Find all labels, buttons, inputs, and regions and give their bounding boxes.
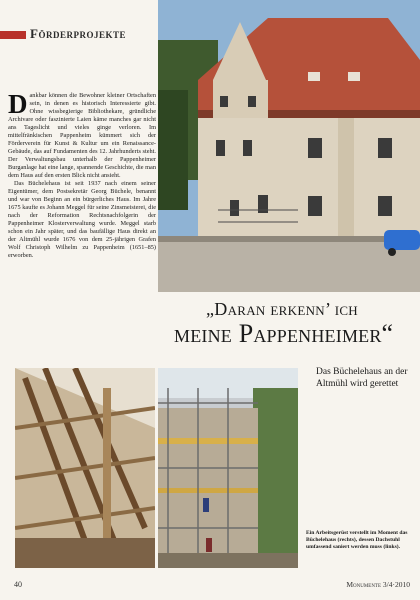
headline-line-1: „Daran erkenn’ ich <box>206 299 358 319</box>
article-body <box>8 89 156 260</box>
house-photo <box>158 0 420 292</box>
subheadline: Das Büchelehaus an der Altmühl wird gerettet <box>316 367 408 389</box>
magazine-folio: Monumente 3/4·2010 <box>346 580 410 589</box>
article-paragraph-1 <box>8 89 156 180</box>
drop-cap: D <box>8 89 28 119</box>
headline-line-2: meine Pappenheimer“ <box>174 319 394 348</box>
page-number: 40 <box>14 580 22 589</box>
scaffolding-photo <box>158 368 298 568</box>
article-paragraph-2: Das Büchelehaus ist seit 1937 nach einem seiner Eigentümer, dem Postsekretär Georg Büchele, benannt und war von Beginn an ein bürgerliches Haus. Im Jahre 1675 kaufte es Johann Meggel für seine Zinsmeisterei, die nach der Reformation Rechtsnachfolgerin der Pappenheimer Klosterverwaltung wurde. Meggel starb schon ein Jahr später, und das baufällige Haus direkt an der Altmühl wurde 1676 von dem 25-jährigen Grafen Wolf Christoph Wilhelm zu Pappenheim (1651–85) erworben. <box>8 180 156 259</box>
roof-truss-illustration <box>15 368 155 568</box>
section-accent-bar <box>0 31 26 39</box>
scaffolding-illustration <box>158 368 298 568</box>
section-title: Förderprojekte <box>30 26 126 41</box>
house-illustration <box>158 0 420 292</box>
photo-caption: Ein Arbeitsgerüst verstellt im Moment das Büchelehaus (rechts), dessen Dachstuhl umfassend saniert werden muss (links). <box>306 530 408 550</box>
paragraph-1-text: ankbar können die Bewohner kleiner Ortschaften sein, in denen es historisch Interessierte gibt. Ohne wissbegierige Bibliothekare, gründliche Archivare oder faszinierte Laien käme manches gar nicht ans Tageslicht und vieles ginge verloren. Im mittelfränkischen Pappenheim kümmert sich der Förderverein für Kunst & Kultur um ein Renaissance-Gebäude, das auf Fundamenten des 12. Jahrhunderts steht. Der Verwaltungsbau unterhalb der Pappenheimer Burganlage hat eine lange, spannende Geschichte, die man dem Haus auf den ersten Blick nicht ansieht. <box>8 92 156 179</box>
roof-truss-photo <box>15 368 155 568</box>
